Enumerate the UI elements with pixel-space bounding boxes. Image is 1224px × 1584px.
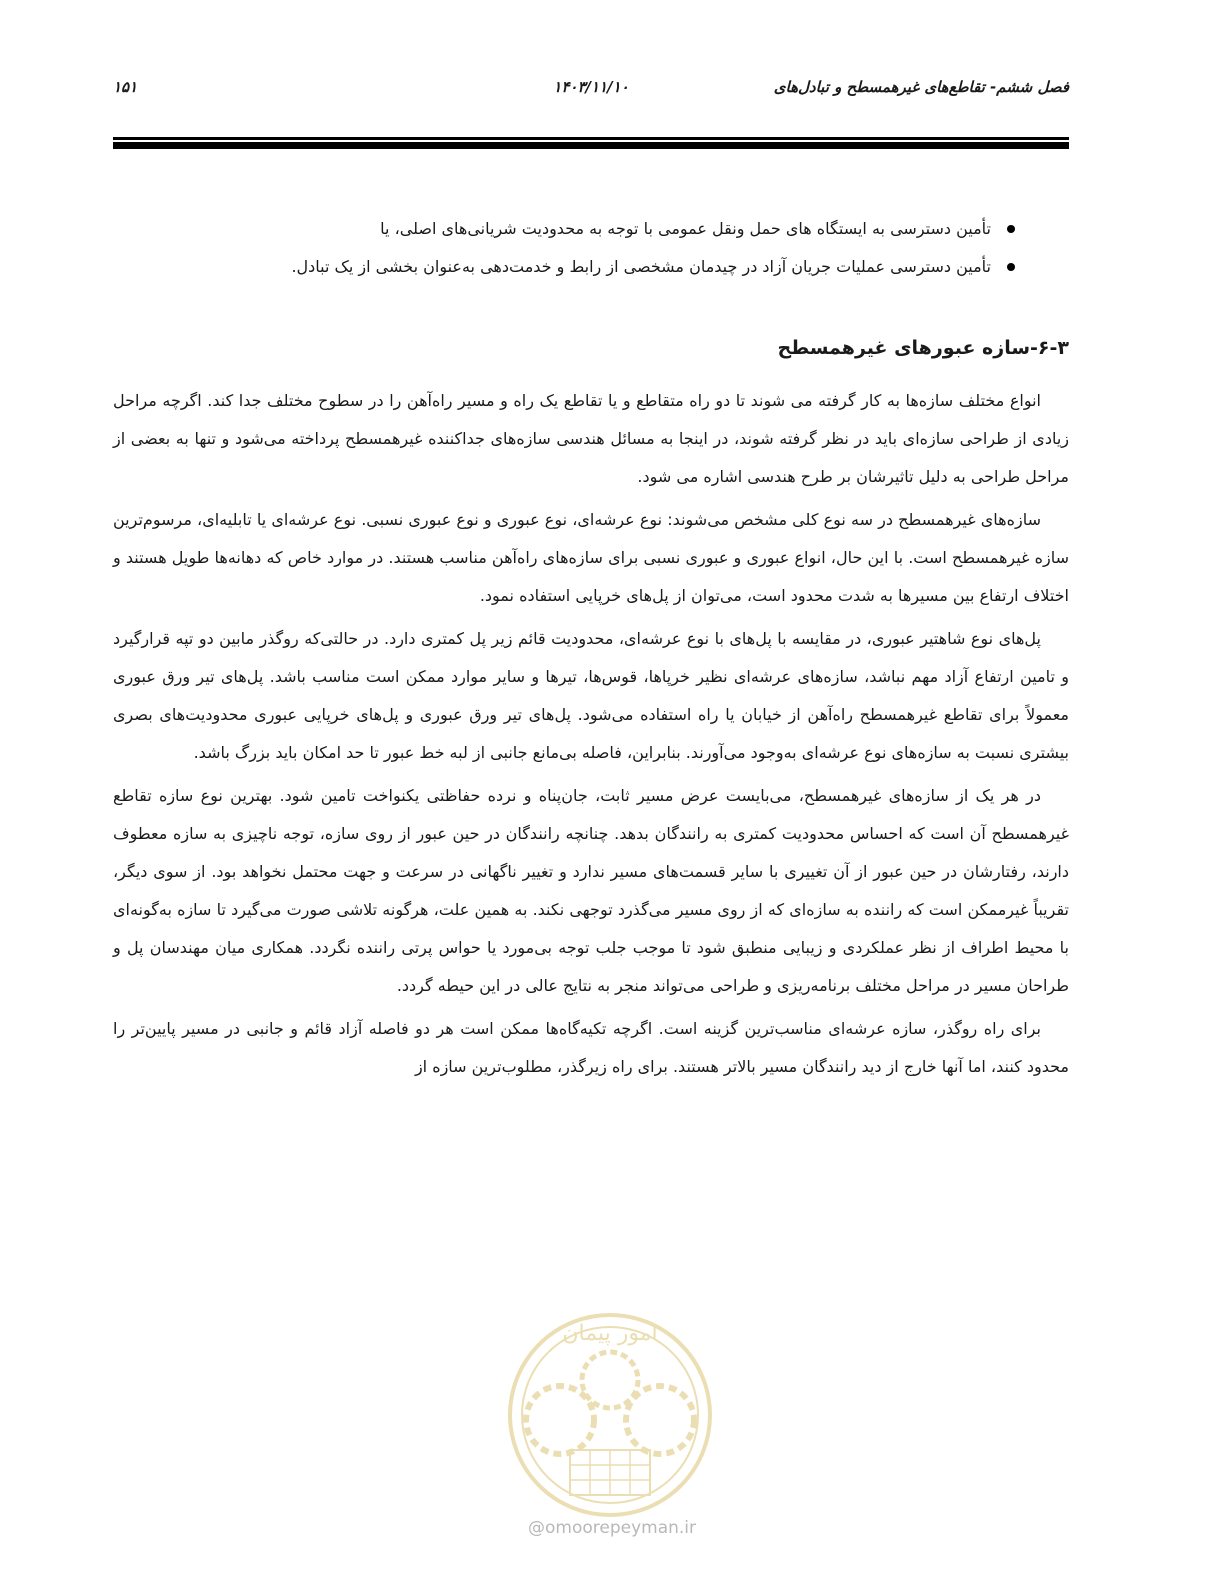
- paragraph: در هر یک از سازه‌های غیرهمسطح، می‌بایست عرض مسیر ثابت، جان‌پناه و نرده حفاظتی یکنواخت تامین شود. بهترین نوع سازه تقاطع غیرهمسطح آن است که احساس محدودیت کمتری به رانندگان بدهد. چنانچه رانندگان در حین عبور از روی سازه، توجه ناچیزی به سازه معطوف دارند، رفتارشان در حین عبور از آن تغییری با سایر قسمت‌های مسیر ندارد و تغییر ناگهانی در سرعت و جهت محتمل نخواهد بود. از سوی دیگر، تقریباً غیرممکن است که راننده به سازه‌ای که از روی مسیر می‌گذرد توجهی نکند. به همین علت، هرگونه تلاشی صورت می‌گیرد تا سازه به‌گونه‌ای با محیط اطراف از نظر عملکردی و زیبایی منطبق شود تا موجب جلب توجه بی‌مورد یا حواس پرتی راننده نگردد. همکاری میان مهندسان پل و طراحان مسیر در مراحل مختلف برنامه‌ریزی و طراحی می‌تواند منجر به نتایج عالی در این حیطه گردد.: [113, 786, 1069, 995]
- paragraph: پل‌های نوع شاهتیر عبوری، در مقایسه با پل‌های با نوع عرشه‌ای، محدودیت قائم زیر پل کمتری دارد. در حالتی‌که روگذر مابین دو تپه قرارگیرد و تامین ارتفاع آزاد مهم نباشد، سازه‌های عرشه‌ای نظیر خرپاها، قوس‌ها، تیرها و سایر موارد ممکن است مناسب باشد. پل‌های تیر ورق عبوری معمولاً برای تقاطع غیرهمسطح راه‌آهن از خیابان یا راه استفاده می‌شود. پل‌های تیر ورق عبوری و پل‌های خرپایی عبوری محدودیت‌های بصری بیشتری نسبت به سازه‌های نوع عرشه‌ای به‌وجود می‌آورند. بنابراین، فاصله بی‌مانع جانبی از لبه خط عبور تا حد امکان باید بزرگ باشد.: [113, 629, 1069, 762]
- watermark-site: @omoorepeyman.ir: [527, 1518, 697, 1538]
- paragraph: انواع مختلف سازه‌ها به کار گرفته می شوند تا دو راه متقاطع و یا تقاطع یک راه و مسیر راه‌آهن را در سطوح مختلف جدا کند. اگرچه مراحل زیادی از طراحی سازه‌ای باید در نظر گرفته شوند، در اینجا به مسائل هندسی سازه‌های جداکننده غیرهمسطح پرداخته می‌شود و تنها به بعضی از مراحل طراحی به دلیل تاثیرشان بر طرح هندسی اشاره می شود.: [113, 391, 1069, 486]
- bullet-dot-icon: [1007, 225, 1015, 233]
- header-rule-thin: [113, 137, 1069, 140]
- page-content: [113, 210, 1069, 1091]
- header-date: ۱۴۰۳/۱۱/۱۰: [553, 78, 629, 96]
- bullet-text: تأمین دسترسی به ایستگاه های حمل ونقل عمومی با توجه به محدودیت شریانی‌های اصلی، یا: [380, 219, 991, 238]
- section-heading: ۶-۳-سازه عبورهای غیرهمسطح: [777, 337, 1069, 359]
- watermark-logo-text: امور پیمان: [562, 1321, 658, 1346]
- page-header: [113, 74, 1069, 104]
- bullet-text: تأمین دسترسی عملیات جریان آزاد در چیدمان مشخصی از رابط و خدمت‌دهی به‌عنوان بخشی از یک تبادل.: [291, 257, 991, 276]
- bullet-item: [113, 248, 1069, 286]
- paragraph: سازه‌های غیرهمسطح در سه نوع کلی مشخص می‌شوند: نوع عرشه‌ای، نوع عبوری و نوع عبوری نسبی. نوع عرشه‌ای یا تابلیه‌ای، مرسوم‌ترین سازه غیرهمسطح است. با این حال، انواع عبوری و عبوری نسبی برای سازه‌های راه‌آهن مناسب هستند. در موارد خاص که دهانه‌ها طویل هستند و اختلاف ارتفاع بین مسیرها به شدت محدود است، می‌توان از پل‌های خرپایی استفاده نمود.: [113, 510, 1069, 605]
- bullet-dot-icon: [1007, 263, 1015, 271]
- header-rule-thick: [113, 142, 1069, 149]
- bullet-list: [113, 210, 1069, 286]
- watermark-logo-icon: [480, 1300, 740, 1530]
- chapter-title: فصل ششم- تقاطع‌های غیرهمسطح و تبادل‌های: [773, 78, 1069, 96]
- paragraph: برای راه روگذر، سازه عرشه‌ای مناسب‌ترین گزینه است. اگرچه تکیه‌گاه‌ها ممکن است هر دو فاصله آزاد قائم و جانبی در مسیر پایین‌تر را محدود کنند، اما آنها خارج از دید رانندگان مسیر بالاتر هستند. برای راه زیرگذر، مطلوب‌ترین سازه از: [113, 1019, 1069, 1076]
- bullet-item: [113, 210, 1069, 248]
- page-number: ۱۵۱: [113, 78, 138, 96]
